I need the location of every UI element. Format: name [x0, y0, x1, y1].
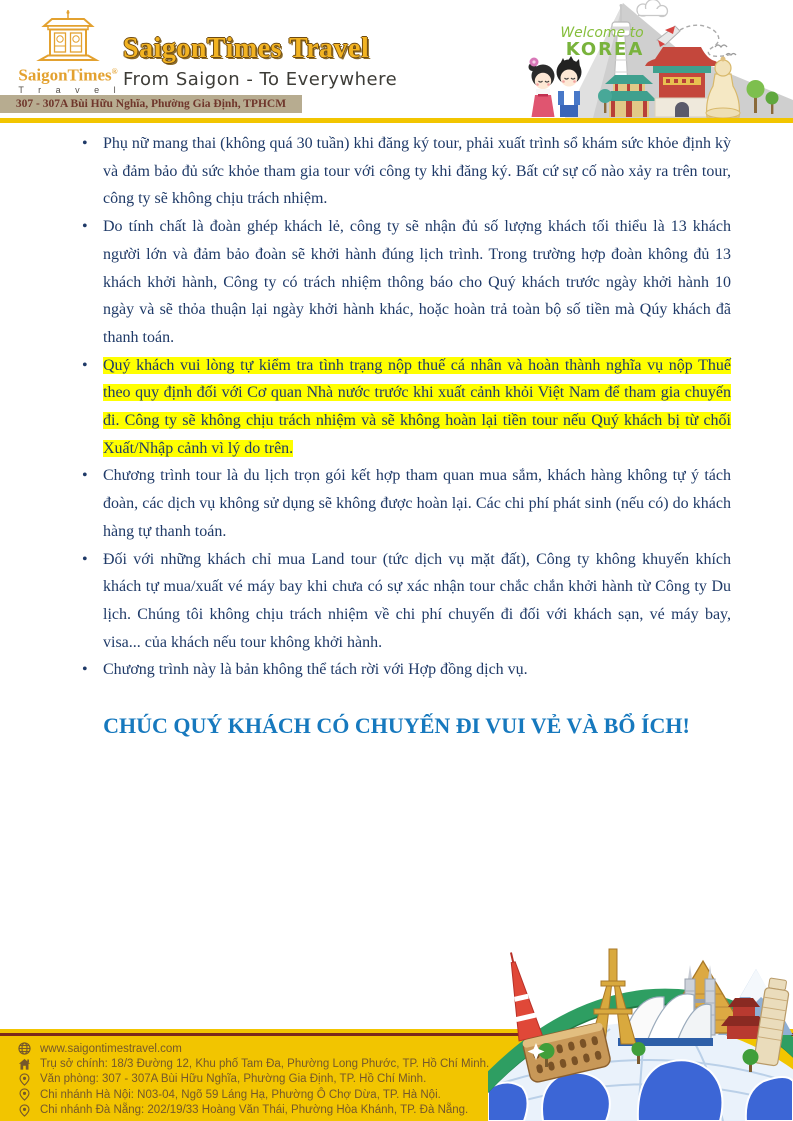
terms-section	[64, 123, 731, 684]
registered-mark: ®	[111, 67, 118, 76]
footer-hanoi-branch-text: Chi nhánh Hà Nội: N03-04, Ngõ 59 Láng Hạ, Phường Ô Chợ Dừa, TP. Hà Nội.	[40, 1088, 441, 1101]
home-icon	[18, 1058, 32, 1071]
terms-bullet: • Chương trình này là bản không thể tách rời với Hợp đồng dịch vụ.	[64, 656, 731, 684]
logo-wordmark: SaigonTimes®	[18, 65, 118, 85]
pin-icon	[18, 1104, 32, 1117]
brand-tagline: From Saigon - To Everywhere	[123, 69, 398, 90]
welcome-to-korea-illustration	[505, 0, 793, 118]
brand-block	[123, 33, 397, 90]
header	[0, 0, 793, 118]
welcome-to-text: Welcome to	[560, 25, 644, 41]
globe-icon	[18, 1042, 32, 1055]
closing-wish: CHÚC QUÝ KHÁCH CÓ CHUYẾN ĐI VUI VẺ VÀ BỔ ÍCH!	[103, 713, 690, 738]
company-logo	[14, 10, 122, 95]
terms-bullet: • Phụ nữ mang thai (không quá 30 tuần) khi đăng ký tour, phải xuất trình sổ khám sức khỏe định kỳ và đảm bảo đủ sức khỏe tham gia tour với công ty khi đăng ký. Bất cứ sự cố nào xảy ra trên tour, công ty sẽ không chịu trách nhiệm.	[64, 130, 731, 213]
pin-icon	[18, 1088, 32, 1101]
footer-website-text: www.saigontimestravel.com	[40, 1042, 182, 1055]
tokyo-tower	[499, 950, 542, 1041]
cloud-icon	[637, 0, 668, 17]
pagoda-tower-logo-icon	[32, 10, 104, 64]
pin-icon	[18, 1073, 32, 1086]
footer-office-text: Văn phòng: 307 - 307A Bùi Hữu Nghĩa, Phường Gia Định, TP. Hồ Chí Minh.	[40, 1073, 427, 1086]
hanbok-girl	[529, 58, 555, 118]
terms-bullet-highlighted: • Quý khách vui lòng tự kiểm tra tình trạng nộp thuế cá nhân và hoàn thành nghĩa vụ nộp Thuế theo quy định đối với Cơ quan Nhà nước trước khi xuất cảnh khỏi Việt Nam để tham gia chuyến đi. Công ty sẽ không chịu trách nhiệm và sẽ không hoàn lại tiền tour nếu Quý khách bị từ chối Xuất/Nhập cảnh vì lý do trên.	[64, 352, 731, 463]
terms-bullet: • Do tính chất là đoàn ghép khách lẻ, công ty sẽ nhận đủ số lượng khách tối thiểu là 13 khách người lớn và đảm bảo đoàn sẽ khởi hành đúng lịch trình. Trong trường hợp đoàn không đủ 13 khách khởi hành, Công ty có trách nhiệm thông báo cho Quý khách trước ngày khởi hành 10 ngày và sẽ thỏa thuận lại ngày khởi hành khác, hoặc hoàn trả toàn bộ số tiền mà Qúy khách đã thanh toán.	[64, 213, 731, 352]
address-bar: 307 - 307A Bùi Hữu Nghĩa, Phường Gia Định, TPHCM	[0, 95, 302, 113]
welcome-korea-text	[560, 25, 644, 60]
hanbok-boy	[557, 56, 582, 117]
terms-bullet: • Đối với những khách chỉ mua Land tour (tức dịch vụ mặt đất), Công ty không khuyến khích khách tự mua/xuất vé máy bay khi chưa có sự xác nhận tour chắc chắn khởi hành từ Công ty Du lịch. Chúng tôi không chịu trách nhiệm về chi phí chuyến đi đối với khách sạn, vé máy bay, visa... của khách nếu tour không khởi hành.	[64, 546, 731, 657]
footer-headquarters-text: Trụ sở chính: 18/3 Đường 12, Khu phố Tam Đa, Phường Long Phước, TP. Hồ Chí Minh.	[40, 1058, 490, 1071]
world-landmarks-globe-illustration	[488, 939, 793, 1121]
korea-text: KOREA	[565, 39, 645, 60]
footer-danang-branch-text: Chi nhánh Đà Nẵng: 202/19/33 Hoàng Văn Thái, Phường Hòa Khánh, TP. Đà Nẵng.	[40, 1104, 469, 1117]
terms-list	[64, 123, 731, 684]
terms-bullet: • Chương trình tour là du lịch trọn gói kết hợp tham quan mua sắm, khách hàng không tự ý tách đoàn, các dịch vụ không sử dụng sẽ không được hoàn lại. Các chi phí phát sinh (nếu có) do khách hàng tự thanh toán.	[64, 462, 731, 545]
logo-travel-label: T r a v e l	[18, 84, 122, 95]
brand-title: SaigonTimes Travel	[123, 33, 370, 64]
birds-icon	[715, 45, 736, 55]
